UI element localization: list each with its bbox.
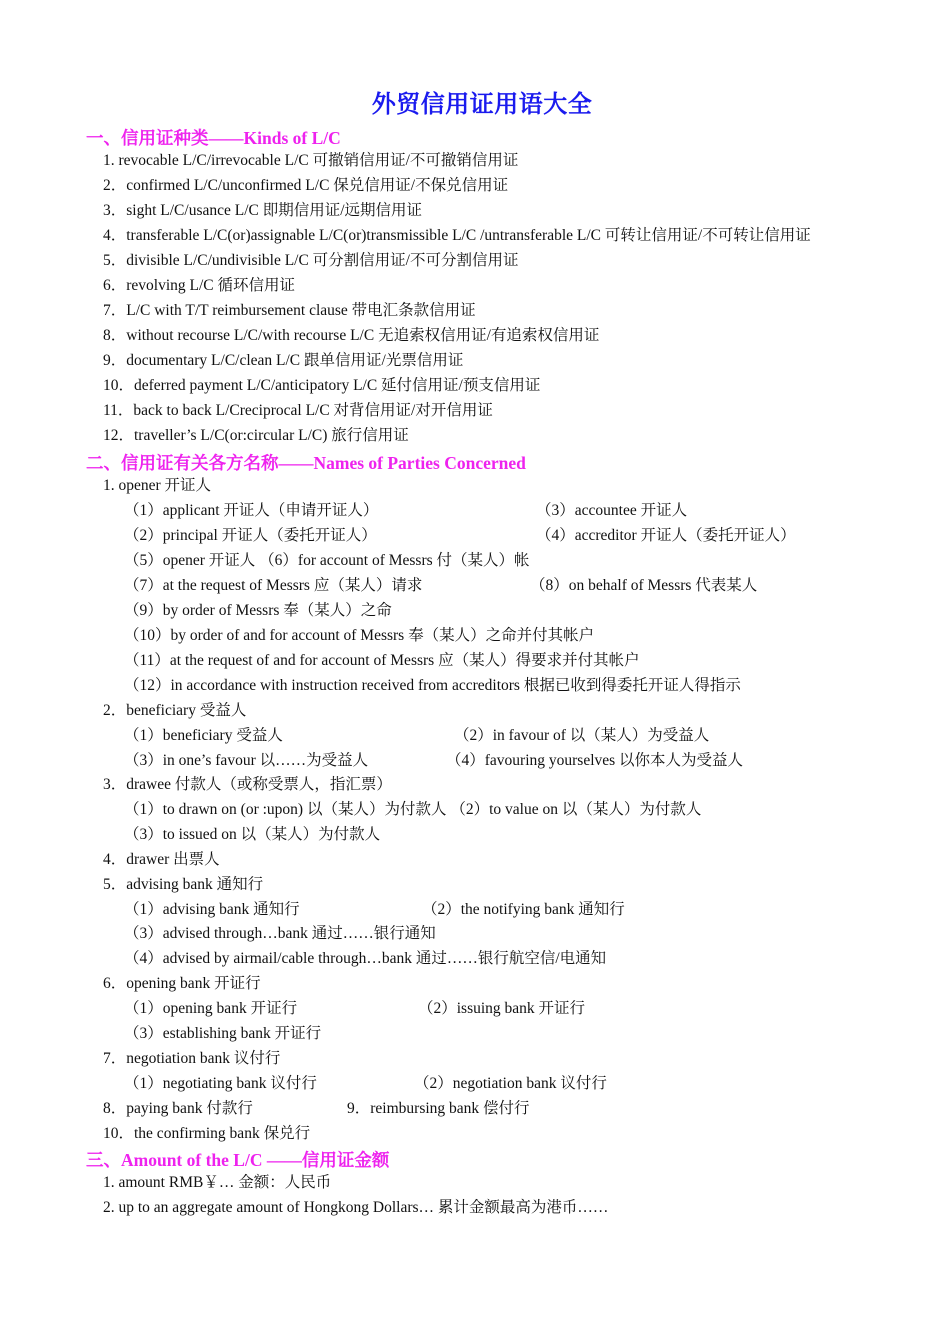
list-item: 5．advising bank 通知行 [103, 876, 264, 893]
list-item: 1. opener 开证人 [103, 477, 212, 494]
list-item: （4）favouring yourselves 以你本人为受益人 [446, 752, 744, 769]
list-item: 6．opening bank 开证行 [103, 975, 261, 992]
section-2-heading: 二、信用证有关各方名称——Names of Parties Concerned [86, 453, 526, 473]
list-item: 9．documentary L/C/clean L/C 跟单信用证/光票信用证 [103, 352, 464, 369]
list-item: （3）to issued on 以（某人）为付款人 [124, 826, 381, 843]
list-item: （12）in accordance with instruction received from accreditors 根据已收到得委托开证人得指示 [124, 677, 741, 694]
list-item: （11）at the request of and for account of Messrs 应（某人）得要求并付其帐户 [124, 652, 640, 669]
list-item: （2）issuing bank 开证行 [418, 1000, 586, 1017]
document-title: 外贸信用证用语大全 [371, 92, 593, 118]
list-item: 3．drawee 付款人（或称受票人，指汇票） [103, 776, 392, 793]
list-item: （1）to drawn on (or :upon) 以（某人）为付款人 （2）to value on 以（某人）为付款人 [124, 801, 702, 818]
list-item: （2）negotiation bank 议付行 [414, 1075, 607, 1092]
list-item: 4．drawer 出票人 [103, 851, 220, 868]
list-item: （10）by order of and for account of Messrs 奉（某人）之命并付其帐户 [124, 627, 595, 644]
list-item: （1）advising bank 通知行 [124, 901, 300, 918]
list-item: 6．revolving L/C 循环信用证 [103, 277, 296, 294]
list-item: （1）beneficiary 受益人 [124, 727, 283, 744]
list-item: 2. up to an aggregate amount of Hongkong Dollars… 累计金额最高为港币…… [103, 1199, 609, 1216]
list-item: （8）on behalf of Messrs 代表某人 [530, 577, 758, 594]
list-item: （1）applicant 开证人（申请开证人） [124, 502, 379, 519]
list-item: （4）accreditor 开证人（委托开证人） [536, 527, 796, 544]
list-item: （2）the notifying bank 通知行 [422, 901, 625, 918]
list-item: （1）negotiating bank 议付行 [124, 1075, 317, 1092]
list-item: 7．negotiation bank 议付行 [103, 1050, 281, 1067]
list-item: 2．beneficiary 受益人 [103, 702, 247, 719]
section-3-heading: 三、Amount of the L/C ——信用证金额 [86, 1150, 390, 1170]
section-1-heading: 一、信用证种类——Kinds of L/C [86, 128, 341, 148]
list-item: （2）in favour of 以（某人）为受益人 [454, 727, 710, 744]
list-item: 3．sight L/C/usance L/C 即期信用证/远期信用证 [103, 202, 423, 219]
list-item: （3）establishing bank 开证行 [124, 1025, 322, 1042]
list-item: 8．paying bank 付款行 [103, 1100, 253, 1117]
list-item: 10．the confirming bank 保兑行 [103, 1125, 311, 1142]
list-item: 7．L/C with T/T reimbursement clause 带电汇条款信用证 [103, 302, 476, 319]
list-item: （3）in one’s favour 以……为受益人 [124, 752, 369, 769]
list-item: （9）by order of Messrs 奉（某人）之命 [124, 602, 392, 619]
list-item: 10．deferred payment L/C/anticipatory L/C 延付信用证/预支信用证 [103, 377, 541, 394]
list-item: （3）advised through…bank 通过……银行通知 [124, 925, 436, 942]
list-item: 5．divisible L/C/undivisible L/C 可分割信用证/不可分割信用证 [103, 252, 519, 269]
list-item: 11．back to back L/Creciprocal L/C 对背信用证/对开信用证 [103, 402, 493, 419]
list-item: 9．reimbursing bank 偿付行 [347, 1100, 530, 1117]
list-item: （4）advised by airmail/cable through…bank 通过……银行航空信/电通知 [124, 950, 607, 967]
list-item: 1. amount RMB￥… 金额：人民币 [103, 1174, 332, 1191]
list-item: （5）opener 开证人 （6）for account of Messrs 付（某人）帐 [124, 552, 530, 569]
list-item: 2．confirmed L/C/unconfirmed L/C 保兑信用证/不保兑信用证 [103, 177, 509, 194]
list-item: （7）at the request of Messrs 应（某人）请求 [124, 577, 423, 594]
list-item: （2）principal 开证人（委托开证人） [124, 527, 377, 544]
list-item: （3）accountee 开证人 [536, 502, 688, 519]
list-item: （1）opening bank 开证行 [124, 1000, 298, 1017]
list-item: 12．traveller’s L/C(or:circular L/C) 旅行信用证 [103, 427, 409, 444]
list-item: 1. revocable L/C/irrevocable L/C 可撤销信用证/不可撤销信用证 [103, 152, 519, 169]
list-item: 8．without recourse L/C/with recourse L/C 无追索权信用证/有追索权信用证 [103, 327, 600, 344]
list-item: 4．transferable L/C(or)assignable L/C(or)transmissible L/C /untransferable L/C 可转让信用证/不可转让信用证 [103, 227, 811, 244]
